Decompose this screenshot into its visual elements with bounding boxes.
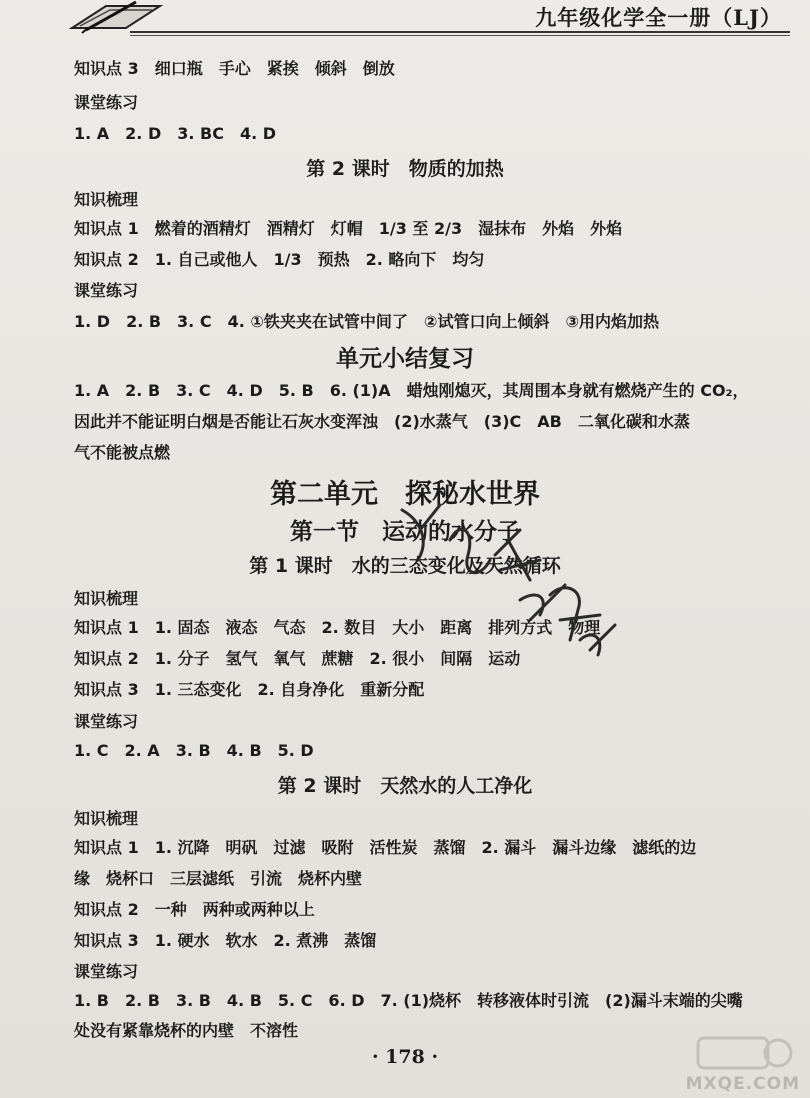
knowledge-point-line — [74, 216, 622, 239]
point-label: 知识点 1 — [74, 618, 139, 637]
point-text: 一种 两种或两种以上 — [154, 900, 315, 919]
answer-line: 处没有紧靠烧杯的内壁 不溶性 — [74, 1021, 299, 1040]
section-label: 课堂练习 — [74, 712, 139, 731]
answer-line: 1. B 2. B 3. B 4. B 5. C 6. D 7. (1)烧杯 转移液体时引流 (2)漏斗末端的尖嘴 — [74, 991, 743, 1010]
point-label: 知识点 3 — [74, 931, 139, 950]
lesson-heading: 第 1 课时 水的三态变化及天然循环 — [249, 555, 561, 577]
lesson-heading: 第 2 课时 天然水的人工净化 — [277, 775, 533, 797]
point-text: 1. 沉降 明矾 过滤 吸附 活性炭 蒸馏 2. 漏斗 漏斗边缘 滤纸的边 — [154, 838, 697, 857]
knowledge-point-line — [74, 928, 376, 951]
handwritten-scribble — [400, 500, 620, 670]
answer-line: 1. A 2. D 3. BC 4. D — [74, 124, 277, 143]
section-label: 课堂练习 — [74, 281, 139, 300]
unit-summary-heading: 单元小结复习 — [336, 346, 474, 372]
point-label: 知识点 1 — [74, 838, 139, 857]
point-label: 知识点 3 — [74, 59, 139, 78]
header-rule-thin — [130, 35, 790, 36]
point-text: 1. 自己或他人 1/3 预热 2. 略向下 均匀 — [154, 250, 485, 269]
header-title: 九年级化学全一册（LJ） — [535, 5, 782, 30]
point-text: 1. 硬水 软水 2. 煮沸 蒸馏 — [154, 931, 377, 950]
knowledge-point-line — [74, 677, 424, 700]
section-label: 知识梳理 — [74, 809, 139, 828]
answer-line: 1. A 2. B 3. C 4. D 5. B 6. (1)A 蜡烛刚熄灭，其周围本身就有燃烧产生的 CO₂， — [74, 381, 749, 400]
section-heading: 第一节 运动的水分子 — [290, 519, 520, 545]
running-header — [0, 0, 810, 32]
answer-line: 气不能被点燃 — [74, 443, 171, 462]
answer-line: 1. D 2. B 3. C 4. ①铁夹夹在试管中间了 ②试管口向上倾斜 ③用内焰加热 — [74, 312, 659, 331]
knowledge-point-line — [74, 56, 395, 79]
point-label: 知识点 2 — [74, 250, 139, 269]
point-label: 知识点 1 — [74, 219, 139, 238]
point-label: 知识点 2 — [74, 649, 139, 668]
point-label: 知识点 2 — [74, 900, 139, 919]
section-label: 课堂练习 — [74, 93, 139, 112]
section-label: 课堂练习 — [74, 962, 139, 981]
knowledge-point-line — [74, 247, 484, 270]
answer-line: 缘 烧杯口 三层滤纸 引流 烧杯内壁 — [74, 869, 363, 888]
section-label: 知识梳理 — [74, 589, 139, 608]
answer-line: 因此并不能证明白烟是否能让石灰水变浑浊 (2)水蒸气 (3)C AB 二氧化碳和水蒸 — [74, 412, 690, 431]
point-text: 1. 三态变化 2. 自身净化 重新分配 — [154, 680, 425, 699]
knowledge-point-line — [74, 897, 315, 920]
section-label: 知识梳理 — [74, 190, 139, 209]
answer-line: 1. C 2. A 3. B 4. B 5. D — [74, 741, 314, 760]
point-text: 1. 分子 氢气 氧气 蔗糖 2. 很小 间隔 运动 — [154, 649, 521, 668]
knowledge-point-line — [74, 835, 696, 858]
page-number: · 178 · — [371, 1046, 439, 1068]
unit-heading: 第二单元 探秘水世界 — [270, 479, 540, 510]
point-label: 知识点 3 — [74, 680, 139, 699]
pencil-book-icon — [66, 0, 166, 34]
point-text: 燃着的酒精灯 酒精灯 灯帽 1/3 至 2/3 湿抹布 外焰 外焰 — [154, 219, 623, 238]
point-text: 1. 固态 液态 气态 2. 数目 大小 距离 排列方式 物理 — [154, 618, 601, 637]
watermark-text: MXQE.COM — [685, 1074, 800, 1094]
point-text: 细口瓶 手心 紧挨 倾斜 倒放 — [154, 59, 395, 78]
header-rule — [130, 31, 790, 33]
lesson-heading: 第 2 课时 物质的加热 — [306, 158, 504, 180]
